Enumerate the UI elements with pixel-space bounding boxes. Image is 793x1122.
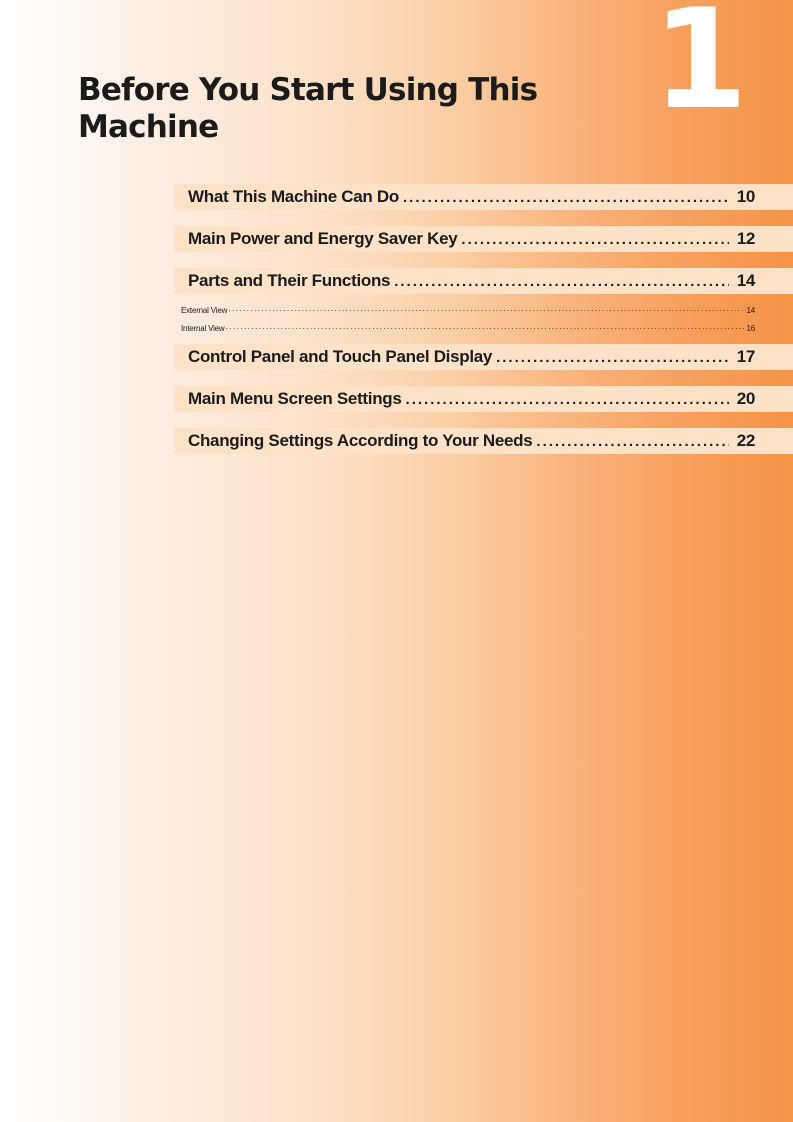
toc-entry-page: 14 <box>736 271 755 290</box>
toc-entry-page: 10 <box>736 187 755 206</box>
toc-entry-page: 20 <box>736 389 755 408</box>
toc-entry-main-menu-screen-settings[interactable] <box>174 386 793 412</box>
toc-entry-main-power[interactable] <box>174 226 793 252</box>
table-of-contents <box>174 184 793 454</box>
toc-entry-what-this-machine-can-do[interactable] <box>174 184 793 210</box>
toc-entry-page: 22 <box>736 431 755 450</box>
chapter-title-line-2: Machine <box>78 109 219 145</box>
toc-entry-title: Control Panel and Touch Panel Display <box>188 347 493 366</box>
toc-leader-dots <box>496 349 729 366</box>
toc-leader-dots <box>536 433 728 450</box>
toc-subentry-page: 16 <box>746 323 755 333</box>
toc-subentry-external-view[interactable] <box>174 301 793 319</box>
chapter-title-line-1: Before You Start Using This <box>78 72 538 108</box>
chapter-number: 1 <box>651 0 749 140</box>
toc-subentry-page: 14 <box>746 305 755 315</box>
toc-subentry-internal-view[interactable] <box>174 319 793 337</box>
toc-entry-title: Main Menu Screen Settings <box>188 389 402 408</box>
toc-subentry-title: Internal View <box>181 323 225 333</box>
toc-leader-dots <box>394 273 728 290</box>
chapter-title <box>78 72 598 146</box>
toc-entry-parts-and-functions[interactable] <box>174 268 793 294</box>
toc-leader-dots <box>406 391 729 408</box>
toc-leader-dots <box>461 231 728 248</box>
toc-entry-page: 12 <box>736 229 755 248</box>
toc-entry-title: Changing Settings According to Your Needs <box>188 431 533 450</box>
toc-leader-dots <box>226 324 746 333</box>
toc-leader-dots <box>228 306 745 315</box>
toc-entry-title: What This Machine Can Do <box>188 187 399 206</box>
toc-leader-dots <box>403 189 729 206</box>
toc-entry-title: Parts and Their Functions <box>188 271 391 290</box>
toc-subentry-title: External View <box>181 305 228 315</box>
toc-entry-page: 17 <box>736 347 755 366</box>
toc-entry-title: Main Power and Energy Saver Key <box>188 229 458 248</box>
toc-entry-control-panel[interactable] <box>174 344 793 370</box>
toc-entry-changing-settings[interactable] <box>174 428 793 454</box>
